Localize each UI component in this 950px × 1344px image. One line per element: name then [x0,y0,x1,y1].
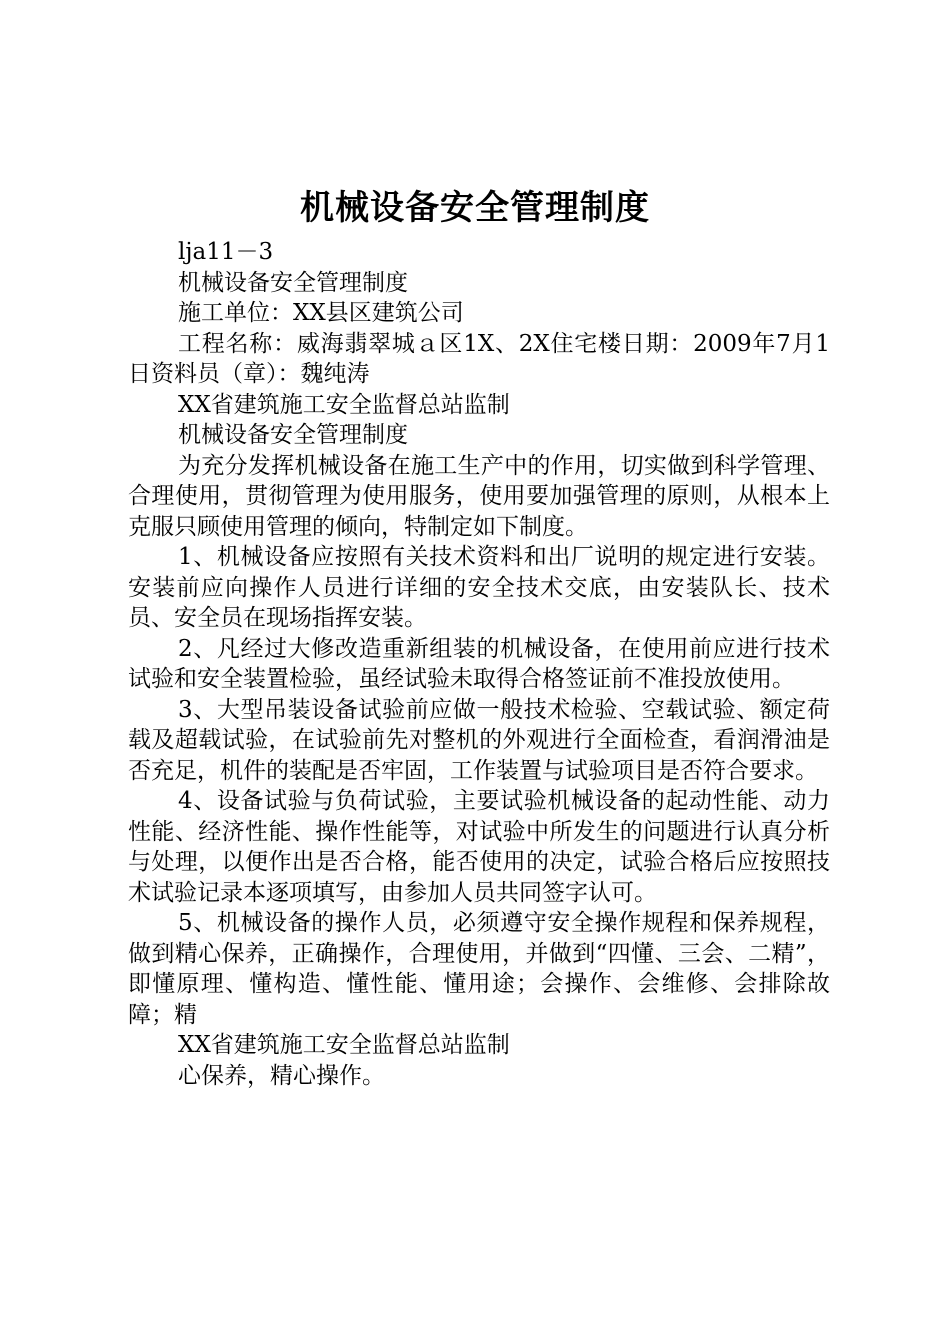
doc-code: lja11－3 [178,239,274,265]
supervisor-line-footer: XX省建筑施工安全监督总站监制 [178,1032,510,1058]
rule-5: 5、机械设备的操作人员，必须遵守安全操作规程和保养规程，做到精心保养，正确操作，合理使用，并做到“四懂、三会、二精”，即懂原理、懂构造、懂性能、懂用途；会操作、会维修、会排除故障；精 [128,910,830,1028]
document-body [128,237,830,1091]
rule-3: 3、大型吊装设备试验前应做一般技术检验、空载试验、额定荷载及超载试验，在试验前先对整机的外观进行全面检查，看润滑油是否充足，机件的装配是否牢固，工作装置与试验项目是否符合要求。 [128,696,830,784]
section-heading: 机械设备安全管理制度 [178,422,408,448]
intro-paragraph: 为充分发挥机械设备在施工生产中的作用，切实做到科学管理、合理使用，贯彻管理为使用服务，使用要加强管理的原则，从根本上克服只顾使用管理的倾向，特制定如下制度。 [128,452,830,540]
rule-1: 1、机械设备应按照有关技术资料和出厂说明的规定进行安装。安装前应向操作人员进行详细的安全技术交底，由安装队长、技术员、安全员在现场指挥安装。 [128,544,830,631]
rule-4: 4、设备试验与负荷试验，主要试验机械设备的起动性能、动力性能、经济性能、操作性能等，对试验中所发生的问题进行认真分析与处理，以便作出是否合格，能否使用的决定，试验合格后应按照技术试验记录本逐项填写，由参加人员共同签字认可。 [128,788,830,906]
doc-subtitle: 机械设备安全管理制度 [178,269,408,296]
rule-2: 2、凡经过大修改造重新组装的机械设备，在使用前应进行技术试验和安全装置检验，虽经试验未取得合格签证前不准投放使用。 [128,635,830,692]
supervisor-line: XX省建筑施工安全监督总站监制 [178,391,510,418]
rule-5-continued: 心保养，精心操作。 [178,1062,385,1089]
construction-unit: 施工单位：XX县区建筑公司 [178,300,464,326]
project-info: 工程名称：威海翡翠城ａ区1X、2X住宅楼日期：2009年7月1日资料员（章）：魏纯涛 [128,330,830,387]
document-title: 机械设备安全管理制度 [300,188,650,228]
